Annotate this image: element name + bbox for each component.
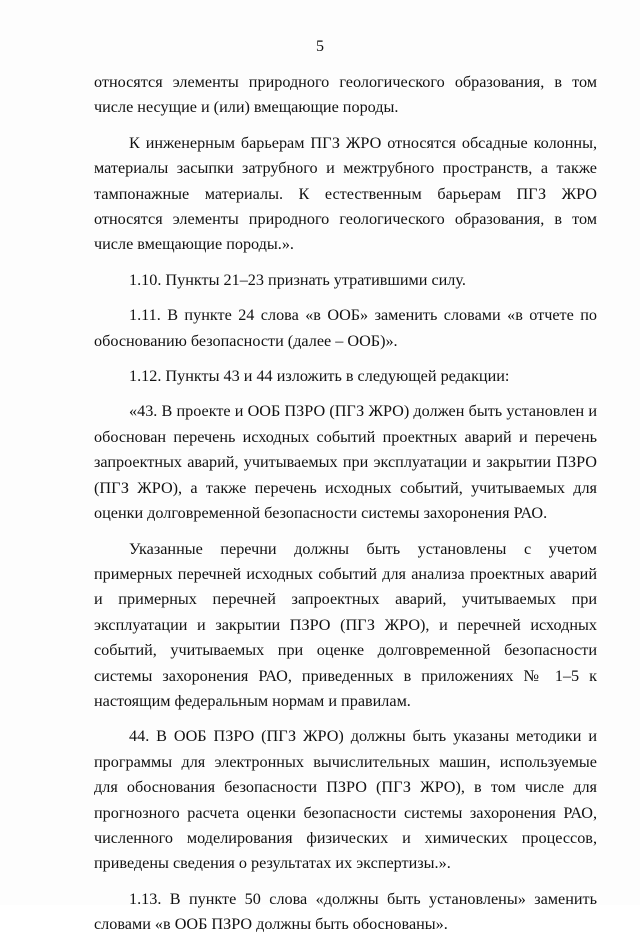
paragraph-lists: Указанные перечни должны быть установлены с учетом примерных перечней исходных событий для анализа проектных аварий и примерных перечней запроектных аварий, учитываемых при эксплуатации и закрытии ПЗРО (ПГЗ ЖРО), и перечней исходных событий, учитываемых при оценке долговременной безопасности системы захоронения РАО, приведенных в приложениях № 1–5 к настоящим федеральным нормам и правилам. [94, 539, 597, 710]
document-body [94, 70, 597, 948]
paragraph-43: «43. В проекте и ООБ ПЗРО (ПГЗ ЖРО) должен быть установлен и обоснован перечень исходных событий проектных аварий и перечень запроектных аварий, учитываемых при эксплуатации и закрытии ПЗРО (ПГЗ ЖРО), а также перечень исходных событий, учитываемых для оценки долговременной безопасности системы захоронения РАО. [94, 402, 597, 523]
page-number: 5 [316, 38, 324, 55]
paragraph-engineering-barriers: К инженерным барьерам ПГЗ ЖРО относятся обсадные колонны, материалы засыпки затрубного и межтрубного пространств, а также тампонажные материалы. К естественным барьерам ПГЗ ЖРО относятся элементы природного геологического образования, в том числе вмещающие породы.». [94, 133, 597, 254]
paragraph-1-10: 1.10. Пункты 21–23 признать утратившими силу. [129, 270, 466, 289]
paragraph-1-11: 1.11. В пункте 24 слова «в ООБ» заменить словами «в отчете по обоснованию безопасности (далее – ООБ)». [94, 306, 597, 350]
paragraph-continuation: относятся элементы природного геологического образования, в том числе несущие и (или) вмещающие породы. [94, 73, 597, 117]
paragraph-1-13: 1.13. В пункте 50 слова «должны быть установлены» заменить словами «в ООБ ПЗРО должны быть обоснованы». [94, 889, 597, 934]
paragraph-1-12: 1.12. Пункты 43 и 44 изложить в следующей редакции: [129, 367, 510, 386]
paragraph-44: 44. В ООБ ПЗРО (ПГЗ ЖРО) должны быть указаны методики и программы для электронных вычислительных машин, используемые для обоснования безопасности ПЗРО (ПГЗ ЖРО), в том числе для прогнозного расчета оценки безопасности системы захоронения РАО, численного моделирования физических и химических процессов, приведены сведения о результатах их экспертизы.». [94, 727, 597, 873]
